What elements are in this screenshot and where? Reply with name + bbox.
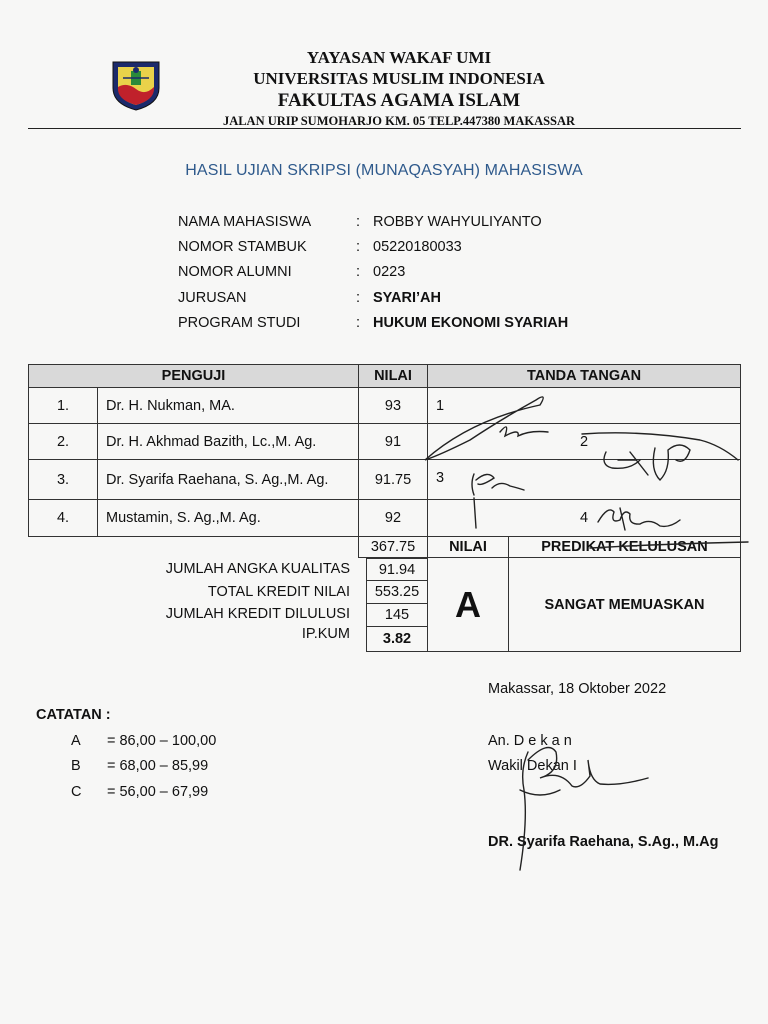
address: JALAN URIP SUMOHARJO KM. 05 TELP.447380 MAKASSAR (222, 114, 576, 128)
signature-number: 2 (580, 434, 589, 450)
summary-label: JUMLAH ANGKA KUALITAS (165, 561, 350, 577)
info-colon: : (356, 214, 361, 230)
info-colon: : (356, 264, 361, 280)
note-grade: A (71, 733, 81, 749)
ipk-value: 3.82 (366, 626, 428, 652)
info-colon: : (356, 290, 361, 306)
letterhead-divider (28, 128, 741, 129)
info-value-program: HUKUM EKONOMI SYARIAH (373, 315, 569, 331)
examiner-name: Dr. Syarifa Raehana, S. Ag.,M. Ag. (97, 459, 359, 500)
header-examiner: PENGUJI (28, 364, 359, 388)
summary-label: TOTAL KREDIT NILAI (207, 584, 350, 600)
examiner-name: Dr. H. Akhmad Bazith, Lc.,M. Ag. (97, 423, 359, 460)
signature-stroke (520, 790, 560, 795)
row-number: 1. (28, 387, 98, 424)
signature-cell (427, 387, 741, 424)
foundation-name: YAYASAN WAKAF UMI (306, 48, 492, 67)
document-title: HASIL UJIAN SKRIPSI (MUNAQASYAH) MAHASISWA (185, 162, 583, 179)
row-number: 3. (28, 459, 98, 500)
examiner-score: 93 (358, 387, 428, 424)
summary-value: 91.94 (366, 558, 428, 581)
row-number: 2. (28, 423, 98, 460)
signer-name: DR. Syarifa Raehana, S.Ag., M.Ag (488, 834, 719, 850)
summary-label: JUMLAH KREDIT DILULUSI (165, 606, 350, 622)
graduation-predicate: SANGAT MEMUASKAN (508, 557, 741, 652)
summary-label: IP.KUM (301, 626, 350, 642)
final-grade: A (427, 557, 509, 652)
info-label-alumni: NOMOR ALUMNI (178, 264, 292, 280)
signature-cell (427, 459, 741, 500)
university-name: UNIVERSITAS MUSLIM INDONESIA (253, 69, 545, 88)
summary-value: 553.25 (366, 580, 428, 604)
info-value-name: ROBBY WAHYULIYANTO (373, 214, 542, 230)
summary-value: 145 (366, 603, 428, 627)
row-number: 4. (28, 499, 98, 537)
on-behalf: An. D e k a n (488, 733, 572, 749)
signer-position: Wakil Dekan I (488, 758, 577, 774)
info-value-alumni: 0223 (373, 264, 406, 280)
info-label-department: JURUSAN (178, 290, 247, 306)
note-range: = 86,00 – 100,00 (107, 733, 217, 749)
note-grade: C (71, 784, 82, 800)
examiner-name: Dr. H. Nukman, MA. (97, 387, 359, 424)
info-label-name: NAMA MAHASISWA (178, 214, 312, 230)
info-label-program: PROGRAM STUDI (178, 315, 301, 331)
examiner-name: Mustamin, S. Ag.,M. Ag. (97, 499, 359, 537)
place-date: Makassar, 18 Oktober 2022 (488, 681, 667, 697)
grade-header: NILAI (427, 536, 509, 558)
signature-number: 3 (436, 470, 445, 486)
predicate-header: PREDIKAT KELULUSAN (508, 536, 741, 558)
signature-number: 1 (436, 398, 445, 414)
notes-title: CATATAN : (36, 707, 111, 723)
info-value-department: SYARI’AH (373, 290, 441, 306)
info-value-stambuk: 05220180033 (373, 239, 462, 255)
header-signature: TANDA TANGAN (427, 364, 741, 388)
signature-number: 4 (580, 510, 589, 526)
info-label-stambuk: NOMOR STAMBUK (178, 239, 307, 255)
score-total: 367.75 (358, 536, 428, 558)
info-colon: : (356, 239, 361, 255)
examiner-score: 92 (358, 499, 428, 537)
note-grade: B (71, 758, 81, 774)
header-score: NILAI (358, 364, 428, 388)
note-range: = 68,00 – 85,99 (107, 758, 209, 774)
examiner-score: 91 (358, 423, 428, 460)
examiner-score: 91.75 (358, 459, 428, 500)
info-colon: : (356, 315, 361, 331)
faculty-name: FAKULTAS AGAMA ISLAM (277, 90, 521, 111)
note-range: = 56,00 – 67,99 (107, 784, 209, 800)
